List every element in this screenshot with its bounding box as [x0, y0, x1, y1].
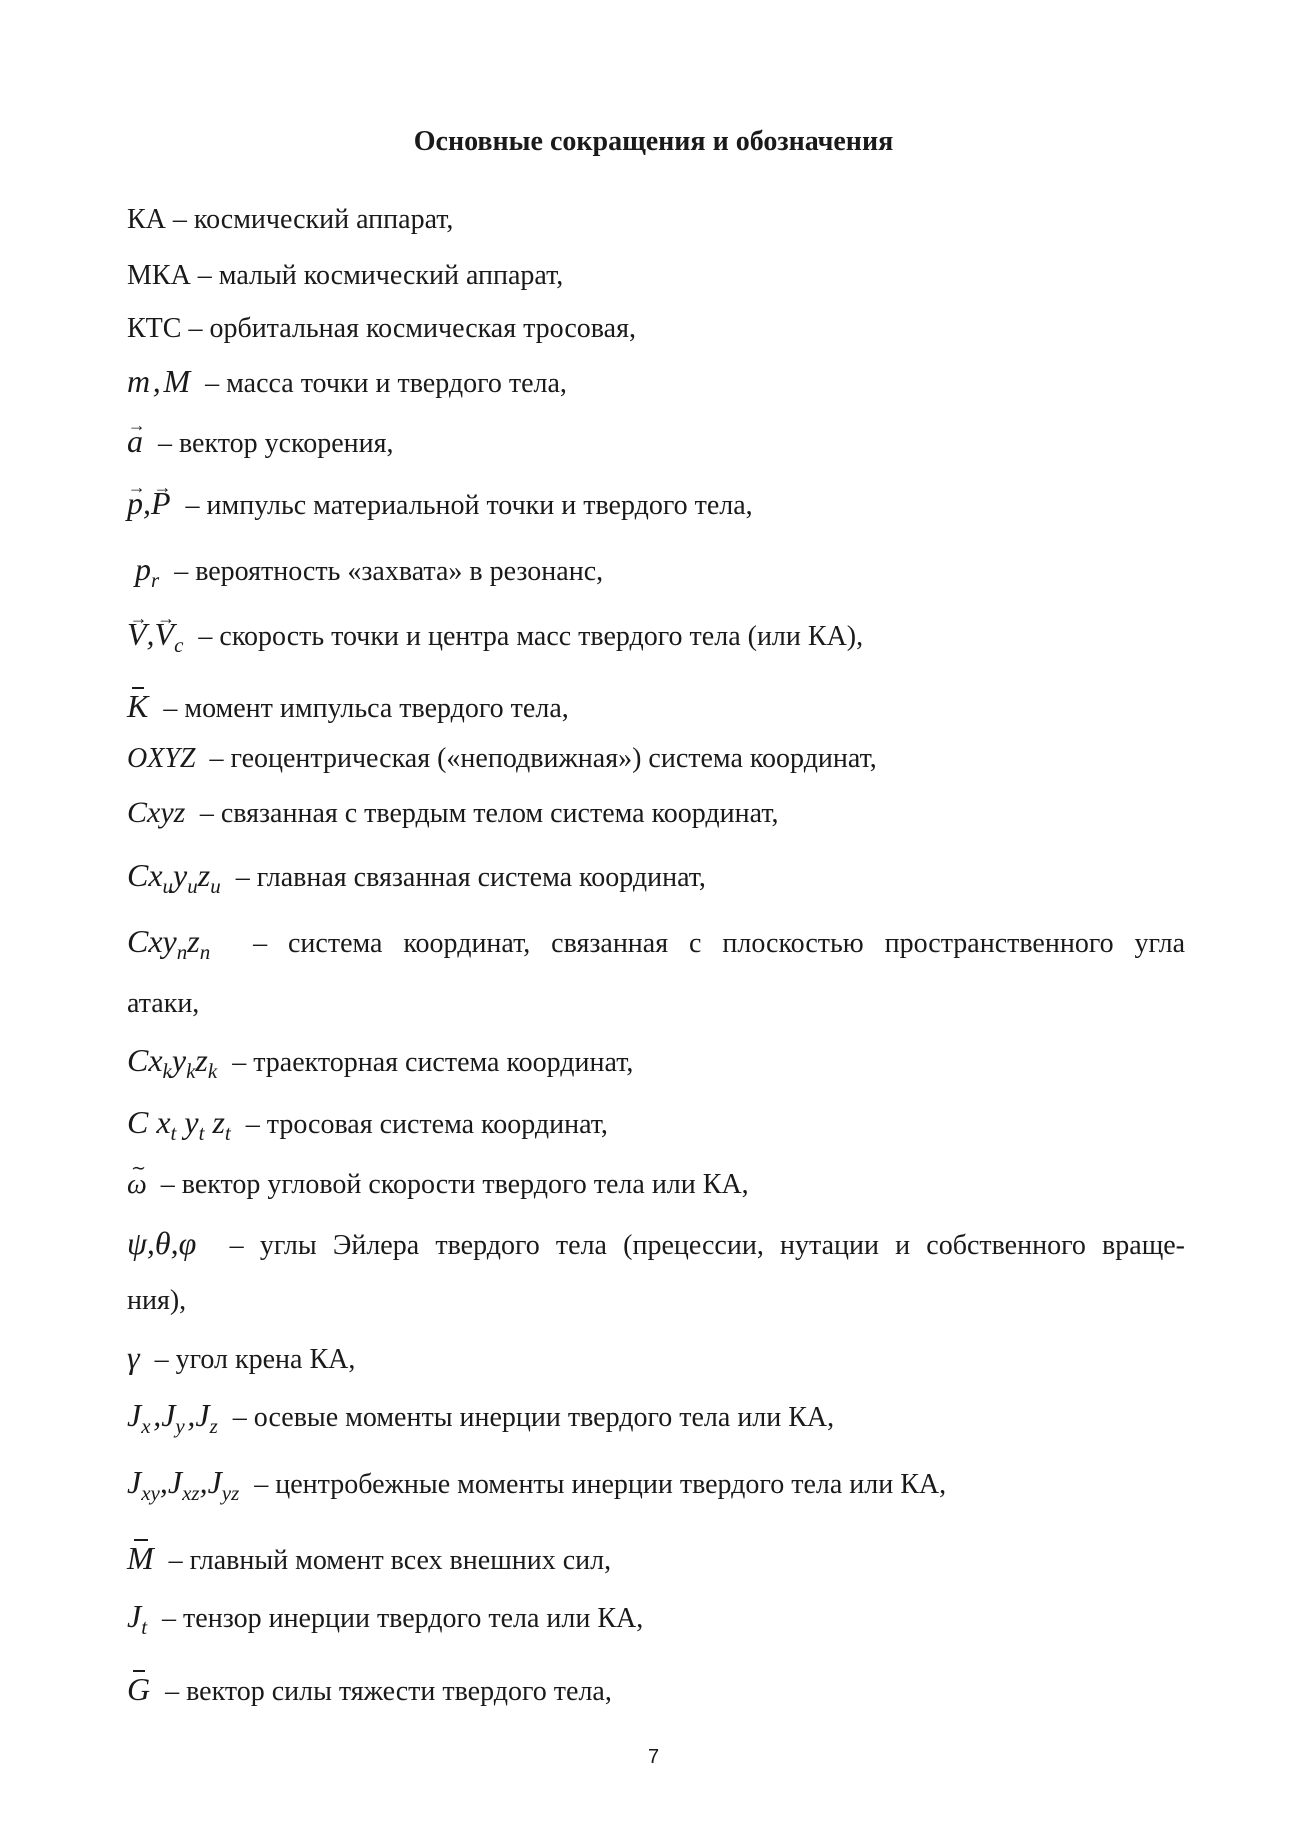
entry-text: – вектор силы тяжести твердого тела,	[158, 1676, 612, 1707]
list-item-body-frame	[127, 796, 1185, 831]
list-item-mass	[127, 364, 1185, 401]
math-symbol: → $V,\to V_c$	[127, 616, 191, 652]
entry-text: – углы Эйлера твердого тела (прецессии, нутации и собственного враще-	[213, 1230, 1186, 1261]
list-item-attack-angle-frame	[127, 923, 1186, 964]
list-item-axial-moments	[127, 1397, 1185, 1438]
math-symbol: C $x_t$ $y_t$ $z_t$	[127, 1104, 231, 1145]
entry-text-continuation: атаки,	[127, 988, 200, 1019]
list-item-trajectory-frame	[127, 1042, 1185, 1083]
list-item-ka	[127, 203, 1185, 237]
entry-text: – вектор ускорения,	[151, 428, 394, 459]
entry-text: – связанная с твердым телом система координат,	[192, 798, 779, 829]
list-item-momentum	[127, 486, 1185, 523]
entry-text: – тензор инерции твердого тела или КА,	[155, 1603, 644, 1634]
entry-text: – главная связанная система координат,	[228, 862, 706, 893]
entry-text: МКА – малый космический аппарат,	[127, 260, 564, 291]
entry-text: – импульс материальной точки и твердого тела,	[178, 490, 753, 521]
math-symbol: $J_{xy},J_{xz},J_{yz}$	[127, 1464, 240, 1505]
list-item-roll-angle	[127, 1340, 1185, 1377]
entry-text: – траекторная система координат,	[225, 1047, 634, 1078]
math-symbol: → a	[127, 423, 151, 459]
entry-text: – центробежные моменты инерции твердого тела или КА,	[247, 1469, 947, 1500]
list-item-capture-probability	[127, 551, 1185, 592]
list-item-centrifugal-moments	[127, 1464, 1185, 1505]
math-symbol: $J_x$ $,J_y$ $,J_z$	[127, 1397, 218, 1438]
list-item-mka	[127, 259, 1185, 293]
entry-text: – осевые моменты инерции твердого тела или КА,	[225, 1402, 835, 1433]
math-symbol: $J_t$	[127, 1598, 148, 1639]
math-symbol: G	[127, 1671, 151, 1707]
entry-text: КА – космический аппарат,	[127, 204, 454, 235]
math-symbol: γ	[127, 1339, 148, 1375]
list-item-angular-velocity	[127, 1168, 1185, 1202]
list-item-kts	[127, 312, 1185, 346]
entry-text: – момент импульса твердого тела,	[156, 693, 569, 724]
list-item-tether-frame	[127, 1104, 1185, 1145]
entry-text: КТС – орбитальная космическая тросовая,	[127, 313, 636, 344]
list-item-inertia-tensor	[127, 1598, 1185, 1639]
entry-text: – масса точки и твердого тела,	[198, 368, 567, 399]
math-symbol: m , M	[127, 363, 199, 399]
math-symbol: Cxyz	[127, 796, 193, 829]
math-symbol: OXYZ	[127, 743, 203, 774]
math-symbol: $Cx_uy_uz_u$	[127, 857, 221, 898]
entry-text: – вероятность «захвата» в резонанс,	[167, 556, 604, 587]
list-item-angular-momentum	[127, 689, 1185, 726]
list-item-main-moment	[127, 1541, 1185, 1578]
entry-text: – геоцентрическая («неподвижная») система координат,	[202, 743, 877, 774]
list-item-velocity	[127, 616, 1185, 657]
entry-text: – главный момент всех внешних сил,	[161, 1545, 612, 1576]
page-number: 7	[647, 1746, 660, 1768]
math-symbol: ψ,θ,φ	[127, 1225, 214, 1261]
entry-text-continuation: ния),	[127, 1285, 187, 1316]
math-symbol: K	[127, 688, 149, 724]
list-item-euler-angles	[127, 1226, 1185, 1263]
math-symbol: M	[127, 1540, 154, 1576]
math-symbol: $p_r$	[127, 551, 160, 592]
list-item-continuation	[127, 1284, 1185, 1318]
list-item-gravity	[127, 1672, 1185, 1709]
entry-text: – угол крена КА,	[147, 1344, 356, 1375]
list-item-continuation	[127, 987, 1185, 1021]
math-symbol: ∼ ω	[127, 1169, 154, 1200]
list-item-acceleration	[127, 424, 1185, 461]
entry-text: – вектор угловой скорости твердого тела или КА,	[153, 1169, 749, 1200]
entry-text: – система координат, связанная с плоскостью пространственного угла	[232, 928, 1186, 959]
entry-text: – тросовая система координат,	[238, 1109, 608, 1140]
math-symbol: $Cx_ky_kz_k$	[127, 1042, 218, 1083]
math-symbol: $Cxy_nz_n$	[127, 923, 211, 964]
math-symbol: → p,→ P	[127, 485, 179, 521]
page-title: Основные сокращения и обозначения	[413, 126, 894, 157]
entry-text: – скорость точки и центра масс твердого тела (или КА),	[191, 621, 864, 652]
list-item-geocentric-frame	[127, 742, 1185, 776]
list-item-principal-frame	[127, 857, 1185, 898]
